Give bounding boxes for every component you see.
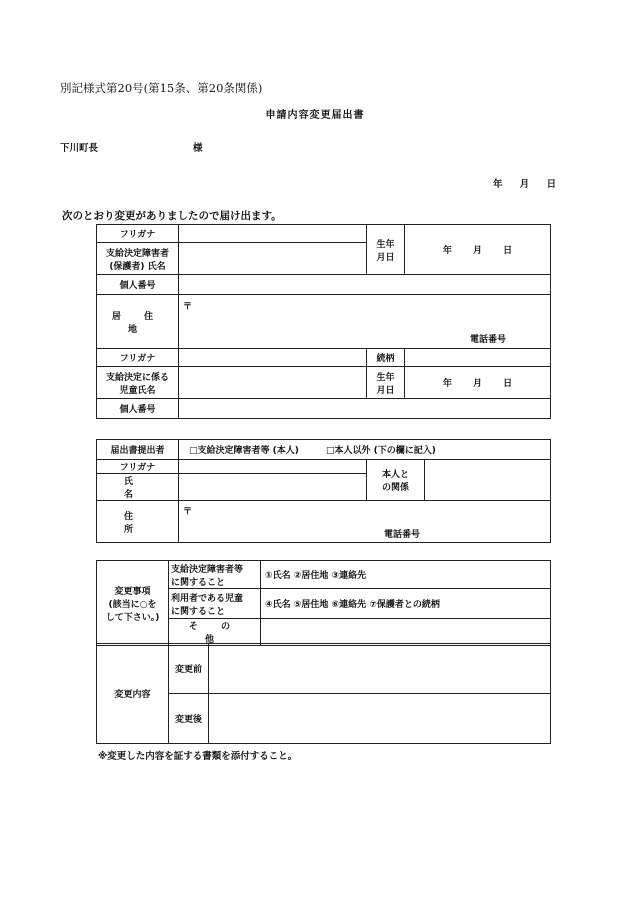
relation-line1: 本人と: [381, 470, 409, 480]
personal-number2-field[interactable]: [179, 399, 551, 419]
category1-line1: 支給決定障害者等: [171, 564, 244, 575]
option-other-checkbox[interactable]: □本人以外 (下の欄に記入): [326, 446, 436, 456]
relation-field[interactable]: [425, 460, 551, 501]
birth-date-field[interactable]: 年 月 日: [405, 225, 551, 275]
before-field[interactable]: [209, 644, 551, 694]
after-label: 変更後: [169, 694, 209, 744]
child-name-label: [97, 367, 179, 399]
birth-label-line1: 生年: [376, 239, 395, 250]
category2-line2: に関すること: [171, 606, 226, 617]
furigana2-label: フリガナ: [97, 349, 179, 367]
submitter-furigana-label: フリガナ: [97, 460, 179, 474]
change-table: [96, 560, 551, 646]
applicant-table: [96, 224, 551, 419]
phone-label: 電話番号: [469, 334, 506, 345]
change-content-label: 変更内容: [97, 644, 169, 744]
submitter-label: 届出書提出者: [97, 440, 179, 460]
applicant-name-line1: 支給決定障害者: [105, 248, 169, 259]
personal-number-label: 個人番号: [97, 275, 179, 295]
relationship-label: 続柄: [367, 349, 405, 367]
category2-line1: 利用者である児童: [171, 593, 244, 604]
address-field[interactable]: [179, 295, 551, 349]
applicant-name-label: [97, 243, 179, 275]
category1-label: [169, 561, 261, 589]
child-name-field[interactable]: [179, 367, 367, 399]
category1-line2: に関すること: [171, 577, 226, 588]
before-label: 変更前: [169, 644, 209, 694]
zip-mark: 〒: [183, 301, 193, 312]
relation-line2: の関係: [381, 483, 409, 493]
addressee: 下川町長: [60, 143, 99, 154]
intro-text: 次のとおり変更がありましたので届け出ます。: [62, 210, 282, 222]
furigana-label: フリガナ: [97, 225, 179, 243]
furigana2-field[interactable]: [179, 349, 367, 367]
option-self-checkbox[interactable]: □支給決定障害者等 (本人): [189, 446, 299, 456]
applicant-name-field[interactable]: [179, 243, 367, 275]
relation-label: [367, 460, 425, 501]
change-items-line3: して下さい。): [105, 612, 160, 623]
form-number: 別記様式第20号(第15条、第20条関係): [60, 81, 263, 95]
applicant-name-line2: (保護者) 氏名: [109, 261, 166, 272]
birth2-date-field[interactable]: 年 月 日: [405, 367, 551, 399]
submitter-table: [96, 439, 551, 543]
child-name-line1: 支給決定に係る: [105, 372, 169, 383]
document-title: 申請内容変更届出書: [265, 110, 365, 121]
personal-number2-label: 個人番号: [97, 399, 179, 419]
category3-field[interactable]: [261, 619, 551, 646]
category2-options[interactable]: ④氏名 ⑤居住地 ⑥連絡先 ⑦保護者との続柄: [261, 589, 551, 619]
change-items-line2: (該当に○を: [108, 599, 157, 610]
birth2-label: [367, 367, 405, 399]
birth2-label-line2: 月日: [376, 385, 395, 396]
footer-note: ※変更した内容を証する書類を添付すること。: [98, 751, 298, 762]
personal-number-field[interactable]: [179, 275, 551, 295]
submitter-address-label: 住 所: [97, 501, 179, 543]
category3-label: そ の 他: [169, 619, 261, 646]
submission-date: 年 月 日: [493, 179, 557, 190]
birth-label: [367, 225, 405, 275]
honorific: 様: [193, 143, 203, 154]
birth-label-line2: 月日: [376, 252, 395, 263]
furigana-field[interactable]: [179, 225, 367, 243]
change-items-label: [97, 561, 169, 646]
submitter-address-field[interactable]: [179, 501, 551, 543]
after-field[interactable]: [209, 694, 551, 744]
submitter-phone-label: 電話番号: [383, 529, 420, 540]
submitter-name-field[interactable]: [179, 474, 367, 501]
child-name-line2: 児童氏名: [119, 385, 156, 396]
submitter-name-label: 氏 名: [97, 474, 179, 501]
submitter-options: [179, 440, 551, 460]
relationship-field[interactable]: [405, 349, 551, 367]
category1-options[interactable]: ①氏名 ②居住地 ③連絡先: [261, 561, 551, 589]
submitter-zip-mark: 〒: [183, 506, 193, 517]
category2-label: [169, 589, 261, 619]
address-label: 居 住 地: [97, 295, 179, 349]
submitter-furigana-field[interactable]: [179, 460, 367, 474]
birth2-label-line1: 生年: [376, 372, 395, 383]
change-content-table: [96, 643, 551, 744]
change-items-line1: 変更事項: [114, 586, 151, 597]
